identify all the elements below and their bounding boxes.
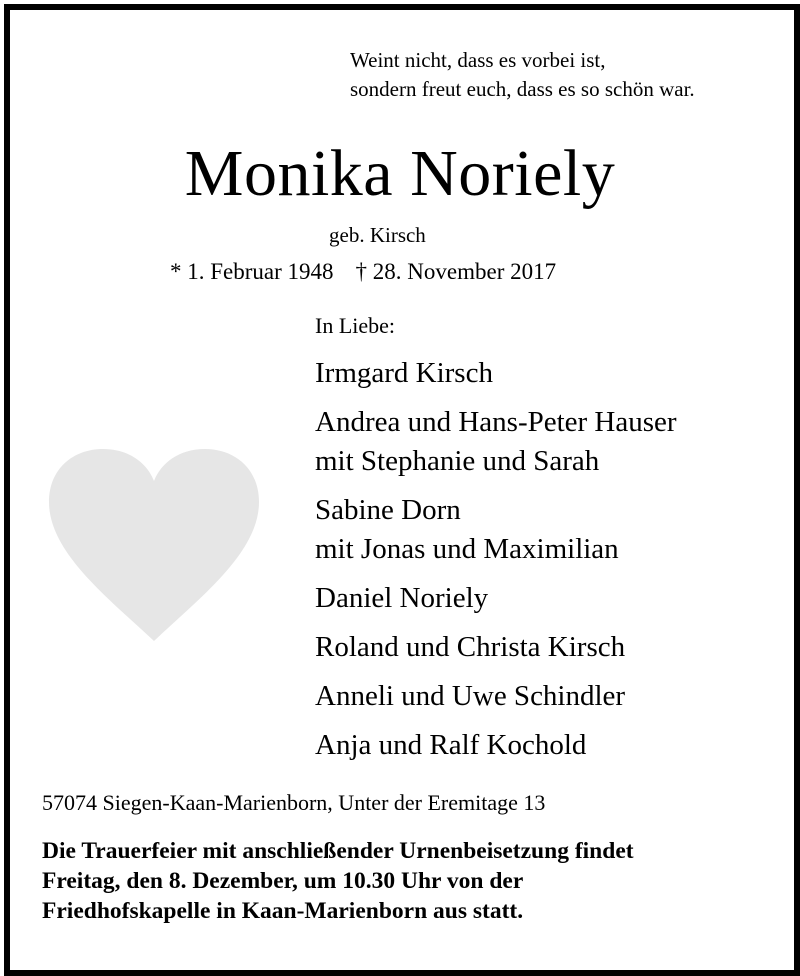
quote-line-2: sondern freut euch, dass es so schön war. [350, 77, 695, 101]
mourner-entry [315, 628, 677, 667]
mourner-line: Roland und Christa Kirsch [315, 631, 626, 663]
birth-date: * 1. Februar 1948 [170, 259, 334, 284]
mourner-entry [315, 491, 677, 569]
mourner-line: mit Stephanie und Sarah [315, 445, 600, 477]
mourner-entry [315, 677, 677, 716]
quote [350, 46, 695, 104]
mourner-line: Daniel Noriely [315, 582, 489, 614]
ceremony-info [42, 836, 634, 926]
mourners-intro: In Liebe: [315, 313, 396, 338]
heart-icon [47, 447, 261, 643]
ceremony-line-3: Friedhofskapelle in Kaan-Marienborn aus statt. [42, 898, 524, 924]
death-date: † 28. November 2017 [355, 259, 557, 284]
ceremony-line-1: Die Trauerfeier mit anschließender Urnenbeisetzung findet [42, 838, 634, 864]
mourner-line: Anneli und Uwe Schindler [315, 680, 626, 712]
quote-line-1: Weint nicht, dass es vorbei ist, [350, 48, 606, 72]
mourner-line: Irmgard Kirsch [315, 357, 493, 389]
mourner-entry [315, 403, 677, 481]
mourner-entry [315, 354, 677, 393]
mourner-line: Sabine Dorn [315, 494, 461, 526]
life-dates [170, 259, 556, 285]
born-name: geb. Kirsch [329, 223, 426, 247]
mourner-entry [315, 579, 677, 618]
address: 57074 Siegen-Kaan-Marienborn, Unter der Eremitage 13 [42, 790, 546, 815]
mourner-line: Andrea und Hans-Peter Hauser [315, 406, 677, 438]
mourners-list [315, 354, 677, 775]
ceremony-line-2: Freitag, den 8. Dezember, um 10.30 Uhr von der [42, 868, 524, 894]
mourner-line: mit Jonas und Maximilian [315, 533, 619, 565]
mourner-line: Anja und Ralf Kochold [315, 729, 587, 761]
mourner-entry [315, 726, 677, 765]
deceased-name: Monika Noriely [184, 137, 616, 210]
